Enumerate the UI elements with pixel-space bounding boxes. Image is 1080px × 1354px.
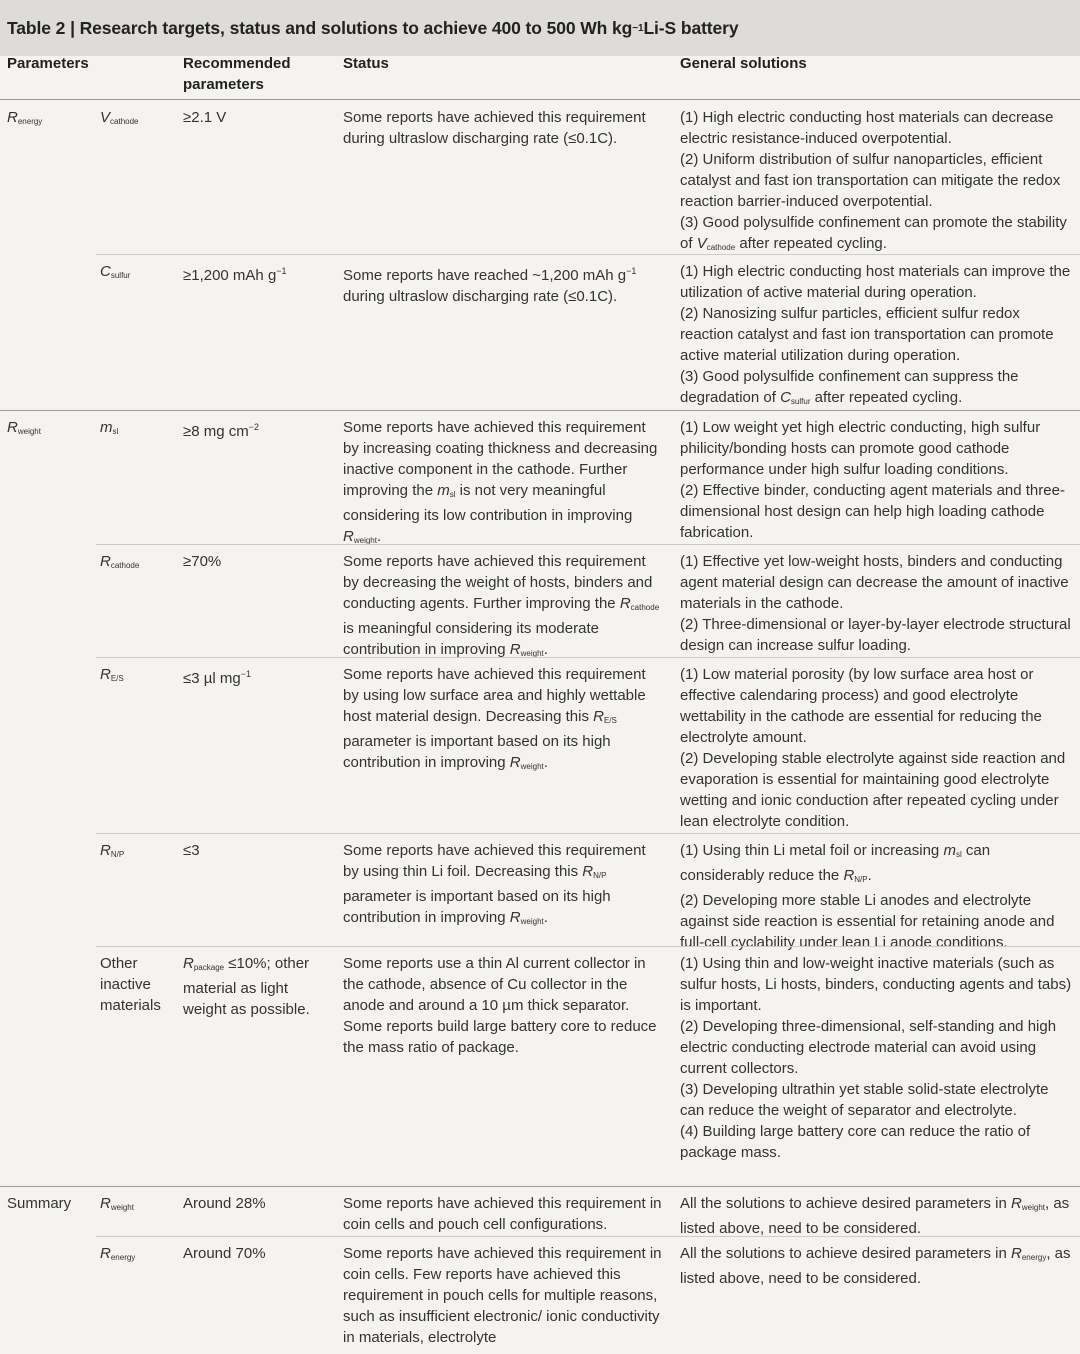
recommended-value: Around 28%: [183, 1195, 266, 1212]
table-header: [0, 56, 1080, 100]
param-symbol: $R_{N/P}$: [100, 842, 125, 859]
table-row: [0, 1187, 1080, 1237]
status-text: Some reports have achieved this requirement by using thin Li foil. Decreasing this $R_{N/P}$ parameter is important based on its high contribution in improving $R_{weight}$.: [343, 842, 646, 926]
param-symbol: $R_{cathode}$: [100, 553, 140, 570]
param-label: Other inactive materials: [100, 955, 161, 1014]
status-text: Some reports have achieved this requirement by using low surface area and highly wettable host material design. Decreasing this $R_{E/S}$ parameter is important based on its high contribution in improving $R_{weight}$.: [343, 666, 646, 771]
status-text: Some reports have achieved this requirement in coin cells. Few reports have achieved this requirement in pouch cells for multiple reasons, such as insufficient electronic/ ionic conductivity in materials, electrolyte: [343, 1245, 662, 1346]
param-symbol: $C_{sulfur}$: [100, 263, 131, 280]
status-text: Some reports use a thin Al current collector in the cathode, absence of Cu collector in the anode and around a 10 µm thick separator. Some reports build large battery core to reduce the mass ratio of package.: [343, 955, 657, 1056]
solutions-text: (1) Low weight yet high electric conducting, high sulfur philicity/bonding hosts can promote good cathode performance under high sulfur loading conditions. (2) Effective binder, conducting agent materials and three-dimensional host design can help high loading cathode fabrication.: [680, 419, 1065, 541]
status-text: Some reports have reached ~1,200 mAh $g^{-1}$ during ultraslow discharging rate (≤0.1C).: [343, 266, 637, 305]
param-symbol: $R_{E/S}$: [100, 666, 124, 683]
solutions-text: (1) Using thin Li metal foil or increasing $m_{sl}$ can considerably reduce the $R_{N/P}$. (2) Developing more stable Li anodes and electrolyte against side reaction is essential for retaining anode and full-cell cyclability under lean Li anode conditions.: [680, 842, 1055, 951]
status-text: Some reports have achieved this requirement during ultraslow discharging rate (≤0.1C).: [343, 109, 646, 147]
recommended-value: $R_{package} \le 10\%$; other material as light weight as possible.: [183, 955, 310, 1018]
table-row: [0, 834, 1080, 951]
solutions-text: (1) Low material porosity (by low surface area host or effective calendaring process) and good electrolyte wettability in the cathode are essential for reducing the electrolyte amount. (2) Developing stable electrolyte against side reaction and evaporation is essential for maintaining good electrolyte wetting and ionic conduction after repeated cycling under lean electrolyte condition.: [680, 666, 1066, 830]
status-text: Some reports have achieved this requirement in coin cells and pouch cell configurations.: [343, 1195, 662, 1233]
solutions-text: All the solutions to achieve desired parameters in $R_{weight}$, as listed above, need to be considered.: [680, 1195, 1070, 1237]
recommended-value: ≤3: [183, 842, 200, 859]
param-symbol: $R_{weight}$: [100, 1195, 134, 1212]
header-status: Status: [343, 55, 389, 72]
header-recommended: Recommended parameters: [183, 55, 291, 93]
param-symbol: $m_{sl}$: [100, 419, 119, 436]
recommended-value: ≥8 mg $cm^{-2}$: [183, 422, 260, 440]
table-row: [0, 255, 1080, 411]
solutions-text: (1) High electric conducting host materials can decrease electric resistance-induced overpotential. (2) Uniform distribution of sulfur nanoparticles, efficient catalyst and fast ion transportation can mitigate the redox reaction barrier-induced overpotential. (3) Good polysulfide confinement can promote the stability of $V_{cathode}$ after repeated cycling.: [680, 109, 1067, 252]
recommended-value: ≥1,200 mAh $g^{-1}$: [183, 266, 287, 284]
table-row: [0, 100, 1080, 255]
solutions-text: (1) Effective yet low-weight hosts, binders and conducting agent material design can decrease the amount of inactive materials in the cathode. (2) Three-dimensional or layer-by-layer electrode structural design can increase sulfur loading.: [680, 553, 1071, 654]
recommended-value: ≤3 µl $mg^{-1}$: [183, 669, 251, 687]
param-symbol: $V_{cathode}$: [100, 109, 139, 126]
table-title: Table 2 | Research targets, status and solutions to achieve 400 to 500 Wh kg −1 Li-S battery: [0, 0, 1080, 56]
header-solutions: General solutions: [680, 55, 807, 72]
table-row: [0, 545, 1080, 658]
solutions-text: All the solutions to achieve desired parameters in $R_{energy}$, as listed above, need to be considered.: [680, 1245, 1071, 1287]
recommended-value: ≥2.1 V: [183, 109, 227, 126]
param-symbol: $R_{energy}$: [100, 1245, 136, 1262]
status-text: Some reports have achieved this requirement by decreasing the weight of hosts, binders and conducting agents. Further improving the $R_{cathode}$ is meaningful considering its moderate contribution in improving $R_{weight}$.: [343, 553, 660, 658]
group-label: $R_{energy}$: [7, 109, 43, 126]
table-row: [0, 947, 1080, 1187]
solutions-text: (1) Using thin and low-weight inactive materials (such as sulfur hosts, Li hosts, binders, conducting agents and tabs) is important. (2) Developing three-dimensional, self-standing and high electric conducting electrode material can avoid using current collectors. (3) Developing ultrathin yet stable solid-state electrolyte can reduce the weight of separator and electrolyte. (4) Building large battery core can reduce the ratio of package mass.: [680, 955, 1072, 1161]
status-text: Some reports have achieved this requirement by increasing coating thickness and decreasing inactive component in the cathode. Further improving the $m_{sl}$ is not very meaningful considering its low contribution in improving $R_{weight}$.: [343, 419, 658, 545]
header-parameters: Parameters: [7, 55, 89, 72]
table-row: [0, 1237, 1080, 1354]
table-row: [0, 411, 1080, 545]
recommended-value: Around 70%: [183, 1245, 266, 1262]
table-row: [0, 658, 1080, 834]
group-label: $R_{weight}$: [7, 419, 41, 436]
group-label: Summary: [7, 1195, 72, 1212]
solutions-text: (1) High electric conducting host materials can improve the utilization of active material during operation. (2) Nanosizing sulfur particles, efficient sulfur redox reaction catalyst and fast ion transportation can promote active material utilization during operation. (3) Good polysulfide confinement can suppress the degradation of $C_{sulfur}$ after repeated cycling.: [680, 263, 1071, 406]
recommended-value: ≥70%: [183, 553, 222, 570]
